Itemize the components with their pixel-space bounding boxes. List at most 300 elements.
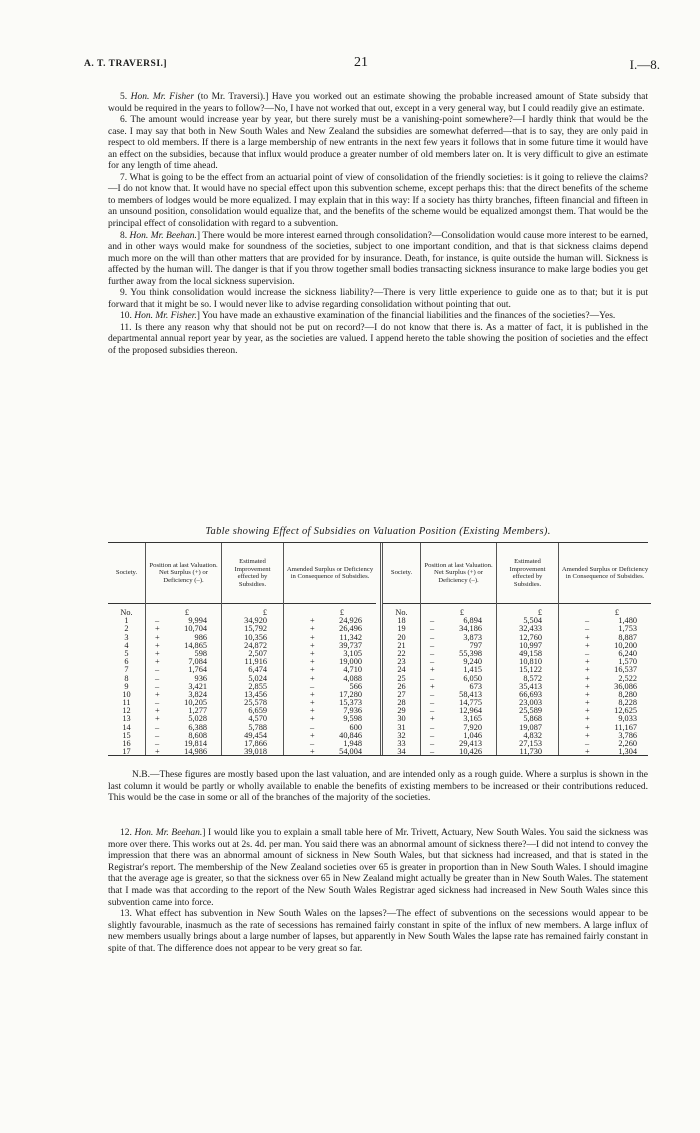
amount: 34,186 [459, 624, 482, 634]
society-number: 2 [124, 624, 129, 634]
society-number: 6 [124, 657, 129, 667]
amended-value [284, 748, 376, 756]
sign-indicator: + [310, 714, 315, 724]
sign-indicator: + [585, 632, 590, 642]
estimated-value: 34,920 [244, 616, 267, 626]
sign-indicator: + [585, 722, 590, 732]
position-value [146, 748, 221, 756]
sign-indicator: – [430, 632, 435, 642]
society-number: 20 [397, 632, 406, 642]
amended-value [284, 675, 376, 683]
sign-indicator: + [585, 665, 590, 675]
sign-indicator: – [155, 616, 160, 626]
amended-value [284, 724, 376, 732]
amount: 14,986 [184, 747, 207, 757]
evidence-text-top [108, 92, 648, 358]
amended-value [559, 675, 651, 683]
estimated-value: 2,855 [248, 681, 267, 691]
estimated-value: 32,433 [519, 624, 542, 634]
paragraph-text: Is there any reason why that should not be put on record?—I do not know that there is. As a matter of fact, it is published in the departmental annual report year by year, as the societies are valued. I append hereto the table showing the position of societies and the effect of the proposed subsidies thereon. [108, 322, 648, 357]
sign-indicator: – [155, 730, 160, 740]
paragraph-text: ] There would be more interest earned through consolidation?—Consolidation would cause more interest to be earned, and in other ways would make for soundness of the societies, subject to one important condition, and that is that sickness claims depend much more on the will than other matters that are provided for by insurance. Death, for instance, is quite outside the human will. Sickness is affected by the human will. The danger is that if you throw together small bodies transacting sickness insurance to make large bodies you get further away from the local sickness supervision. [108, 230, 649, 287]
society-number: 34 [397, 747, 406, 757]
amount: 9,598 [343, 714, 362, 724]
column-header-society: Society. [108, 543, 146, 603]
amount: 3,421 [188, 681, 207, 691]
evidence-paragraph [108, 173, 648, 231]
amount: 3,165 [463, 714, 482, 724]
estimated-value: 8,572 [523, 673, 542, 683]
sign-indicator: + [155, 714, 160, 724]
estimated-value: 39,018 [244, 747, 267, 757]
witness-name: A. T. TRAVERSI.] [84, 59, 168, 69]
speaker-name: Hon. Mr. Fisher. [134, 311, 197, 322]
estimated-value: 24,872 [244, 640, 267, 650]
sign-indicator: + [155, 657, 160, 667]
evidence-paragraph [108, 909, 648, 955]
estimated-value: 2,507 [248, 648, 267, 658]
paper-reference: I.—8. [629, 57, 660, 72]
sign-indicator: – [430, 747, 435, 757]
estimated-value: 5,504 [523, 616, 542, 626]
amended-value [559, 724, 651, 732]
amount: 36,086 [614, 681, 637, 691]
society-number: 23 [397, 657, 406, 667]
amended-value [284, 715, 376, 723]
estimated-column [222, 603, 284, 755]
position-column [146, 603, 222, 755]
evidence-paragraph [108, 828, 648, 909]
amount: 55,398 [459, 648, 482, 658]
unit-label: £ [614, 608, 620, 617]
table-half-right [380, 543, 651, 755]
sign-indicator: – [155, 698, 160, 708]
estimated-value: 10,810 [519, 657, 542, 667]
evidence-paragraph [108, 288, 648, 311]
sign-indicator: + [585, 714, 590, 724]
amended-value [559, 699, 651, 707]
amended-value [559, 634, 651, 642]
sign-indicator: + [310, 657, 315, 667]
sign-indicator: + [310, 673, 315, 683]
sign-indicator: + [310, 706, 315, 716]
sign-indicator: – [155, 739, 160, 748]
sign-indicator: – [155, 673, 160, 683]
amount: 8,228 [618, 698, 637, 708]
amended-value [284, 732, 376, 740]
estimated-value: 13,456 [244, 689, 267, 699]
paragraph-text: You think consolidation would increase the sickness liability?—There is very little experience to guide one as to that; but it is put forward that it might be so. I would never like to advise regarding consolidation without pointing that out. [108, 288, 648, 310]
sign-indicator: + [585, 640, 590, 650]
page-number: 21 [354, 55, 368, 70]
amended-value [559, 650, 651, 658]
amended-value [284, 642, 376, 650]
amount: 3,786 [618, 730, 637, 740]
amended-value [559, 658, 651, 666]
amended-value [559, 642, 651, 650]
sign-indicator: – [430, 706, 435, 716]
table-body [383, 603, 651, 755]
amount: 10,200 [614, 640, 637, 650]
amended-value [284, 617, 376, 625]
amount: 7,084 [188, 657, 207, 667]
sign-indicator: – [310, 739, 315, 748]
amount: 6,388 [188, 722, 207, 732]
amended-value [284, 699, 376, 707]
column-header-position: Position at last Valuation. Net Surplus (+) or Deficiency (–). [146, 543, 222, 603]
paragraph-text: What is going to be the effect from an actuarial point of view of consolidation of the friendly societies: is it going to relieve the claims?—I do not know that. It would have no special effect upon this subvention scheme, except perhaps this: that the direct benefits of the scheme to members of lodges would be more equalized. I may explain that in this way: If a society has thirty branches, fifteen financial and fifteen in an unsound position, consolidation would equalize that, and the benefits of the scheme would be equalized amongst them. That would be the principal effect of consolidation with regard to a subvention. [108, 172, 648, 230]
column-header-amended: Amended Surplus or Deficiency in Consequence of Subsidies. [561, 565, 649, 580]
amended-column [284, 603, 376, 755]
amount: 600 [349, 722, 362, 732]
paragraph-text: ] You have made an exhaustive examination of the financial liabilities and the finances of the societies?—Yes. [196, 311, 616, 322]
sign-indicator: + [310, 640, 315, 650]
amended-value [559, 707, 651, 715]
amount: 8,608 [188, 730, 207, 740]
sign-indicator: + [585, 689, 590, 699]
estimated-value: 27,153 [519, 739, 542, 748]
sign-indicator: – [585, 624, 590, 634]
estimated-value: 11,916 [244, 657, 267, 667]
amount: 1,948 [343, 739, 362, 748]
unit-label: £ [184, 608, 190, 617]
speaker-name: Hon. Mr. Fisher [130, 92, 195, 102]
estimated-value: 12,760 [519, 632, 542, 642]
amount: 4,088 [343, 673, 362, 683]
column-header-society: Society. [383, 543, 421, 603]
sign-indicator: + [585, 681, 590, 691]
sign-indicator: + [155, 640, 160, 650]
amount: 2,260 [618, 739, 637, 748]
society-number: 8 [124, 673, 129, 683]
amount: 6,050 [463, 673, 482, 683]
page-header [84, 55, 660, 75]
sign-indicator: + [310, 665, 315, 675]
amount: 17,280 [339, 689, 362, 699]
amended-value [559, 666, 651, 674]
amount: 6,240 [618, 648, 637, 658]
sign-indicator: – [430, 722, 435, 732]
society-number: 30 [397, 714, 406, 724]
society-number: 10 [122, 689, 131, 699]
unit-label: £ [339, 608, 345, 617]
society-number: 27 [397, 689, 406, 699]
estimated-value: 15,122 [519, 665, 542, 675]
sign-indicator: + [310, 616, 315, 626]
unit-label [284, 609, 376, 617]
amended-value [284, 683, 376, 691]
amended-value [559, 617, 651, 625]
society-number: 9 [124, 681, 129, 691]
unit-label: No. [395, 608, 408, 617]
amount: 7,936 [343, 706, 362, 716]
society-number: 13 [122, 714, 131, 724]
amount: 40,846 [339, 730, 362, 740]
amended-value [284, 650, 376, 658]
amended-value [559, 691, 651, 699]
amount: 10,205 [184, 698, 207, 708]
amount: 54,004 [339, 747, 362, 757]
amount: 3,824 [188, 689, 207, 699]
sign-indicator: – [155, 665, 160, 675]
amount: 6,894 [463, 616, 482, 626]
estimated-value: 17,866 [244, 739, 267, 748]
amount: 19,814 [184, 739, 207, 748]
amount: 1,753 [618, 624, 637, 634]
society-number: 31 [397, 722, 406, 732]
society-number: 11 [122, 698, 131, 708]
amount: 14,865 [184, 640, 207, 650]
estimated-value: 5,024 [248, 673, 267, 683]
sign-indicator: + [310, 632, 315, 642]
amended-value [284, 666, 376, 674]
amount: 3,105 [343, 648, 362, 658]
amount: 1,764 [188, 665, 207, 675]
amount: 1,046 [463, 730, 482, 740]
estimated-value: 5,868 [523, 714, 542, 724]
evidence-paragraph [108, 115, 648, 173]
paragraph-text: (to Mr. Traversi).] Have you worked out an estimate showing the probable increased amount of State subsidy that would be required in the years to follow?—No, I have not worked that out, except in a very general way, but I could readily give an estimate. [108, 92, 648, 114]
estimated-value: 15,792 [244, 624, 267, 634]
amount: 598 [194, 648, 207, 658]
subsidies-table [108, 542, 648, 756]
amended-value [284, 707, 376, 715]
amount: 1,277 [188, 706, 207, 716]
evidence-paragraph [108, 231, 648, 289]
paragraph-text: What effect has subvention in New South Wales on the lapses?—The effect of subventions on the secessions would appear to be slightly favourable, inasmuch as the rate of secessions has remained fairly constant in spite of the influx of new members. A large influx of new members usually brings about a large number of lapses, but apparently in New South Wales the lapse rate has remained fairly constant in spite of that. The difference does not appear to be very great so far. [108, 909, 648, 954]
amount: 16,537 [614, 665, 637, 675]
amended-value [559, 715, 651, 723]
question-number: 10. [120, 311, 135, 322]
sign-indicator: + [585, 698, 590, 708]
amount: 936 [194, 673, 207, 683]
amount: 9,033 [618, 714, 637, 724]
amount: 9,994 [188, 616, 207, 626]
amount: 14,775 [459, 698, 482, 708]
estimated-value: 19,087 [519, 722, 542, 732]
sign-indicator: + [430, 714, 435, 724]
society-number: 5 [124, 648, 129, 658]
sign-indicator: – [430, 657, 435, 667]
column-header-position: Position at last Valuation. Net Surplus (+) or Deficiency (–). [421, 543, 497, 603]
unit-label: £ [537, 608, 542, 617]
society-number: 25 [397, 673, 406, 683]
sign-indicator: + [585, 747, 590, 757]
amount: 4,710 [343, 665, 362, 675]
sign-indicator: + [585, 730, 590, 740]
society-number: 7 [124, 665, 129, 675]
evidence-paragraph [108, 311, 648, 323]
evidence-text-bottom [108, 828, 648, 956]
estimated-value: 6,474 [248, 665, 267, 675]
sign-indicator: + [310, 648, 315, 658]
sign-indicator: + [310, 730, 315, 740]
amended-value [284, 658, 376, 666]
amount: 39,737 [339, 640, 362, 650]
amount: 10,426 [459, 747, 482, 757]
note-paragraph: N.B.—These figures are mostly based upon the last valuation, and are intended only as a rough guide. Where a surplus is shown in the last column it would be partly or wholly available to enable the benefits of existing members to be increased or their contributions reduced. This would be the case in some or all of the branches of the majority of the societies. [108, 770, 648, 803]
question-number: 7. [120, 172, 130, 183]
sign-indicator: – [430, 624, 435, 634]
society-number: 22 [397, 648, 406, 658]
question-number: 6. [120, 115, 131, 126]
amended-column [559, 603, 651, 755]
estimated-value: 11,730 [519, 747, 542, 757]
paragraph-text: The amount would increase year by year, but there surely must be a vanishing-point somewhere?—I hardly think that would be the case. I may say that both in New South Wales and New Zealand the subsidies are somewhat deferred—that is to say, they are only paid in respect to old members. If there is a large membership of new entrants in the next few years it follows that in some future time it would have an effect on the subsidies, because that influx would produce a greater number of old members later on. It is very difficult to give an estimate for any length of time ahead. [108, 115, 648, 172]
sign-indicator: – [585, 739, 590, 748]
society-number: 16 [122, 739, 131, 748]
table-body [108, 603, 376, 755]
amended-value [559, 748, 651, 756]
sign-indicator: + [310, 689, 315, 699]
question-number: 11. [120, 322, 135, 333]
society-number: 26 [397, 681, 406, 691]
unit-label [559, 609, 651, 617]
sign-indicator: + [155, 706, 160, 716]
society-number: 18 [397, 616, 406, 626]
amount: 24,926 [339, 616, 362, 626]
amount: 12,964 [459, 706, 482, 716]
table-note [108, 770, 648, 805]
amount: 3,873 [463, 632, 482, 642]
amount: 1,480 [618, 616, 637, 626]
amount: 26,496 [339, 624, 362, 634]
amended-value [284, 691, 376, 699]
society-number: 4 [124, 640, 129, 650]
society-column [383, 603, 421, 755]
amount: 566 [349, 681, 362, 691]
society-number: 15 [122, 730, 131, 740]
sign-indicator: – [430, 648, 435, 658]
amount: 9,240 [463, 657, 482, 667]
amended-value [284, 634, 376, 642]
society-number: 14 [122, 722, 131, 732]
sign-indicator: – [155, 722, 160, 732]
estimated-value: 25,578 [244, 698, 267, 708]
sign-indicator: + [310, 698, 315, 708]
society-number: 1 [124, 616, 129, 626]
sign-indicator: + [310, 624, 315, 634]
sign-indicator: – [430, 616, 435, 626]
estimated-value: 4,570 [248, 714, 267, 724]
sign-indicator: – [430, 739, 435, 748]
society-number: 19 [397, 624, 406, 634]
estimated-value: 49,158 [519, 648, 542, 658]
society-number: 21 [397, 640, 406, 650]
amount: 797 [469, 640, 482, 650]
table-half-left [108, 543, 376, 755]
estimated-value: 35,413 [519, 681, 542, 691]
estimated-value: 25,589 [519, 706, 542, 716]
paragraph-text: ] I would like you to explain a small table here of Mr. Trivett, Actuary, New South Wales. You said the sickness was more over there. This works out at 2s. 4d. per man. You said there was an abnormal amount of sickness there?—I did not intend to convey the impression that there was an abnormal amount of sickness in New South Wales, but that sickness had increased, and that is stated in the Registrar's report. The membership of the New Zealand societies over 65 is greater in proportion than in New South Wales. I should imagine that the average age is greater, so that the sickness over 65 in New Zealand might actually be greater than in New South Wales. The statement that I made was that according to the report of the New South Wales Registrar aged sickness had increased in New South Wales since this subvention came into force. [108, 828, 649, 908]
question-number: 9. [120, 288, 131, 299]
society-number: 12 [122, 706, 131, 716]
amount: 5,028 [188, 714, 207, 724]
estimated-value: 66,693 [519, 689, 542, 699]
estimated-value: 49,454 [244, 730, 267, 740]
table-header-row [108, 543, 376, 604]
sign-indicator: + [585, 657, 590, 667]
estimated-value: 23,003 [519, 698, 542, 708]
society-number: 24 [397, 665, 406, 675]
estimated-column [497, 603, 559, 755]
table-header-row [383, 543, 651, 604]
sign-indicator: + [430, 681, 435, 691]
amount: 58,413 [459, 689, 482, 699]
society-column [108, 603, 146, 755]
sign-indicator: – [430, 698, 435, 708]
amount: 7,920 [463, 722, 482, 732]
amount: 673 [469, 681, 482, 691]
estimated-value: 6,659 [248, 706, 267, 716]
society-number: 28 [397, 698, 406, 708]
column-header-amended: Amended Surplus or Deficiency in Consequence of Subsidies. [286, 565, 374, 580]
amount: 8,280 [618, 689, 637, 699]
amount: 19,000 [339, 657, 362, 667]
society-number: 29 [397, 706, 406, 716]
amount: 12,625 [614, 706, 637, 716]
question-number: 12. [120, 828, 135, 838]
amended-value [284, 625, 376, 633]
amount: 2,522 [618, 673, 637, 683]
society-number: 33 [397, 739, 406, 748]
sign-indicator: + [155, 689, 160, 699]
question-number: 5. [120, 92, 131, 102]
unit-label: £ [459, 608, 465, 617]
question-number: 13. [120, 909, 136, 920]
table-caption: Table showing Effect of Subsidies on Valuation Position (Existing Members). [205, 526, 551, 537]
sign-indicator: + [155, 632, 160, 642]
estimated-value: 5,788 [248, 722, 267, 732]
sign-indicator: + [155, 648, 160, 658]
evidence-paragraph [108, 323, 648, 358]
amount: 1,304 [618, 747, 637, 757]
amount: 8,887 [618, 632, 637, 642]
speaker-name: Hon. Mr. Beehan. [134, 828, 203, 838]
question-number: 8. [120, 230, 130, 241]
amount: 986 [194, 632, 207, 642]
amount: 11,342 [339, 632, 362, 642]
evidence-paragraph [108, 92, 648, 115]
amended-value [559, 732, 651, 740]
position-column [421, 603, 497, 755]
society-number: 3 [124, 632, 129, 642]
column-header-estimated: Estimated Improvement effected by Subsidies. [497, 543, 559, 603]
sign-indicator: – [585, 616, 590, 626]
sign-indicator: – [430, 640, 435, 650]
sign-indicator: + [430, 665, 435, 675]
unit-label: £ [262, 608, 267, 617]
estimated-value: 10,997 [519, 640, 542, 650]
sign-indicator: + [585, 673, 590, 683]
amount: 11,167 [614, 722, 637, 732]
amount: 1,415 [463, 665, 482, 675]
sign-indicator: – [430, 689, 435, 699]
position-value [421, 748, 496, 756]
sign-indicator: – [310, 722, 315, 732]
amount: 10,704 [184, 624, 207, 634]
sign-indicator: + [155, 624, 160, 634]
speaker-name: Hon. Mr. Beehan. [129, 230, 197, 241]
estimated-value: 10,356 [244, 632, 267, 642]
sign-indicator: + [310, 747, 315, 757]
sign-indicator: – [155, 681, 160, 691]
sign-indicator: + [155, 747, 160, 757]
society-number: 17 [122, 747, 131, 757]
society-number: 32 [397, 730, 406, 740]
amount: 15,373 [339, 698, 362, 708]
column-header-estimated: Estimated Improvement effected by Subsidies. [222, 543, 284, 603]
